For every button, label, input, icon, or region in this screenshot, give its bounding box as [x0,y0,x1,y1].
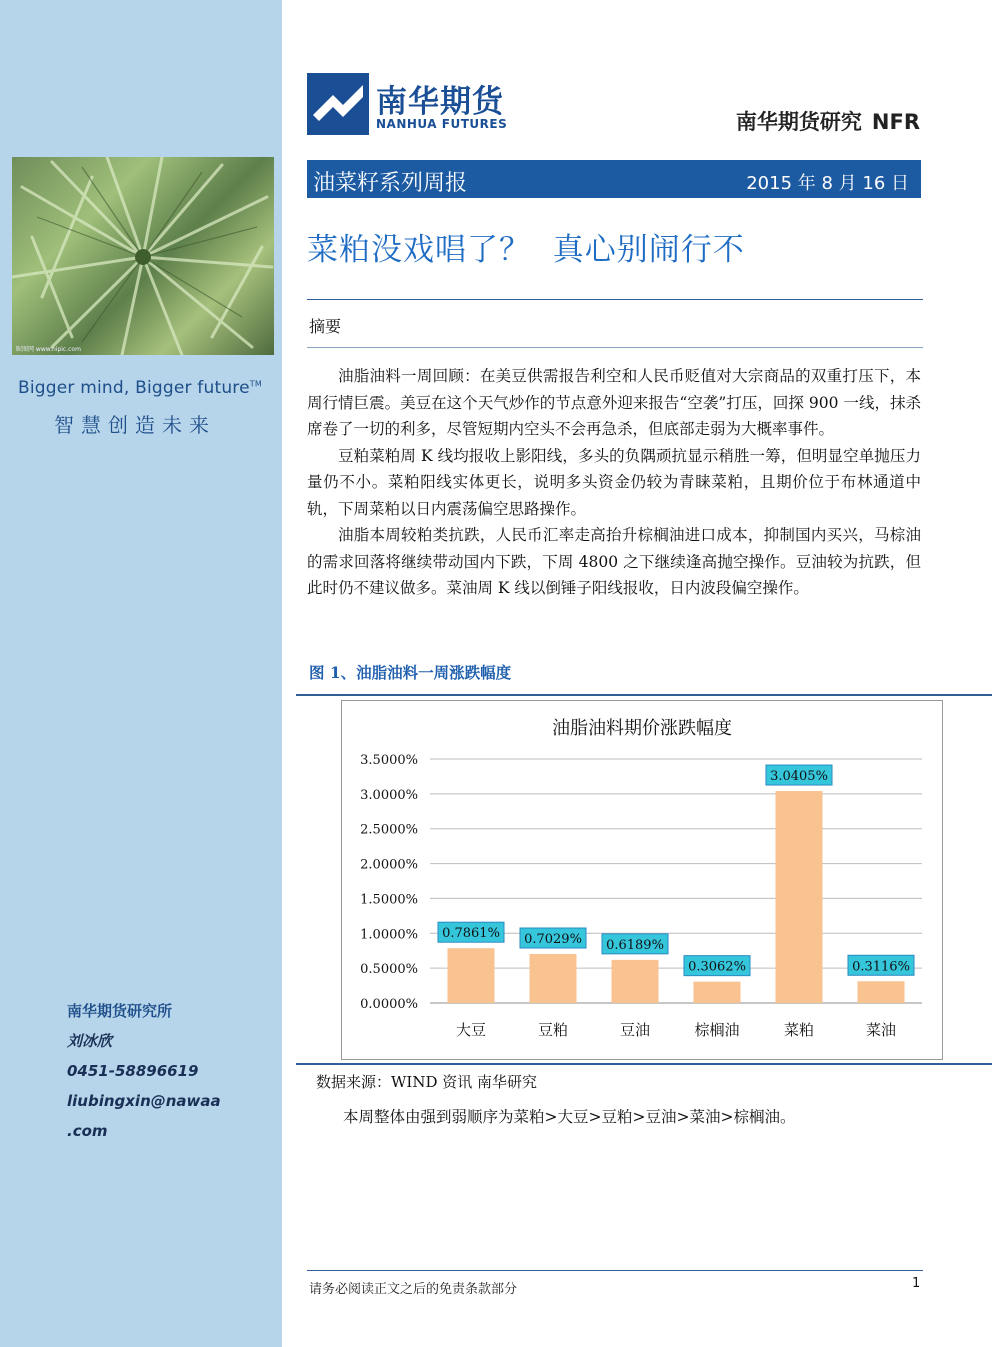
series-banner [307,160,921,198]
nanhua-logo-icon [307,73,369,135]
headline: 菜粕没戏唱了？ 真心别闹行不 [307,232,745,268]
x-tick-label: 大豆 [455,1021,487,1039]
y-tick-label: 2.0000% [360,857,418,873]
y-tick-label: 1.5000% [360,892,418,908]
email-line-1[interactable]: liubingxin@nawaa [67,1092,221,1110]
logo-text-english: NANHUA FUTURES [376,117,508,131]
rapeseed-pods-illustration [12,157,274,355]
y-tick-label: 0.0000% [360,997,418,1012]
x-tick-label: 豆油 [619,1021,651,1039]
data-label: 0.7029% [524,931,582,947]
x-tick-label: 棕榈油 [694,1021,740,1039]
abstract-divider [307,347,923,348]
data-label: 0.3062% [688,959,746,975]
photo-caption: 昵图网 www.nipic.com [16,346,81,353]
page-number: 1 [912,1276,921,1291]
figure-bottom-rule [296,1063,992,1065]
trademark-mark: TM [249,379,262,389]
bar-chart [342,701,942,1059]
data-label: 3.0405% [770,769,828,785]
slogan-chinese: 智慧创造未来 [54,413,216,437]
institute-name: 南华期货研究所 [67,1002,173,1020]
header-research-label: 南华期货研究 NFR [735,110,920,134]
analyst-name: 刘冰欣 [67,1032,113,1050]
y-tick-label: 1.0000% [360,927,418,943]
figure-top-rule [296,694,992,696]
contact-block [67,996,221,1146]
paragraph-1: 油脂油料一周回顾：在美豆供需报告利空和人民币贬值对大宗商品的双重打压下，本周行情巨震。美豆在这个天气炒作的节点意外迎来报告“空袭”打压，回探 900 一线，抹杀席卷了一切的利多，尽管短期内空头不会再急杀，但底部走弱为大概率事件。 [307,367,921,438]
y-tick-label: 3.0000% [360,787,418,803]
conclusion-text: 本周整体由强到弱顺序为菜粕>大豆>豆粕>豆油>菜油>棕榈油。 [343,1108,796,1126]
data-label: 0.6189% [606,937,664,953]
paragraph-3: 油脂本周较粕类抗跌，人民币汇率走高抬升棕榈油进口成本，抑制国内买兴，马棕油的需求回落将继续带动国内下跌，下周 4800 之下继续逢高抛空操作。豆油较为抗跌，但此时仍不建议做多。菜油周 K 线以倒锤子阳线报收，日内波段偏空操作。 [307,526,921,597]
rapeseed-photo [12,157,274,355]
series-title: 油菜籽系列周报 [313,171,468,196]
slogan-english: Bigger mind, Bigger future™ [18,378,262,398]
bar [776,791,823,1003]
bar [858,981,905,1003]
bar [694,982,741,1003]
bar [612,960,659,1003]
bar [448,948,495,1003]
nfr-label: NFR [871,110,920,134]
y-tick-label: 3.5000% [360,753,418,768]
x-tick-label: 菜粕 [783,1021,815,1039]
y-tick-label: 2.5000% [360,822,418,838]
email-line-2[interactable]: .com [67,1122,108,1140]
y-tick-label: 0.5000% [360,962,418,978]
chart-frame [341,700,943,1060]
report-date: 2015 年 8 月 16 日 [746,173,909,194]
headline-divider [307,299,923,300]
data-label: 0.7861% [442,926,500,942]
disclaimer-note: 请务必阅读正文之后的免责条款部分 [309,1282,518,1297]
abstract-body [307,363,921,602]
data-label: 0.3116% [852,959,910,975]
figure-label: 图 1、油脂油料一周涨跌幅度 [309,663,512,682]
sidebar [0,0,282,1347]
x-tick-label: 豆粕 [537,1021,569,1039]
abstract-label: 摘要 [309,317,342,336]
phone-number: 0451-58896619 [67,1062,199,1080]
chart-title: 油脂油料期价涨跌幅度 [552,718,732,739]
paragraph-2: 豆粕菜粕周 K 线均报收上影阳线，多头的负隅顽抗显示稍胜一筹，但明显空单抛压力量仍不小。菜粕阳线实体更长，说明多头资金仍较为青睐菜粕，且期价位于布林通道中轨，下周菜粕以日内震荡偏空思路操作。 [307,446,921,518]
footer-divider [307,1270,923,1271]
bar [530,954,577,1003]
x-tick-label: 菜油 [865,1021,897,1039]
data-source: 数据来源：WIND 资讯 南华研究 [316,1073,538,1091]
logo-text-chinese: 南华期货 [376,84,504,120]
